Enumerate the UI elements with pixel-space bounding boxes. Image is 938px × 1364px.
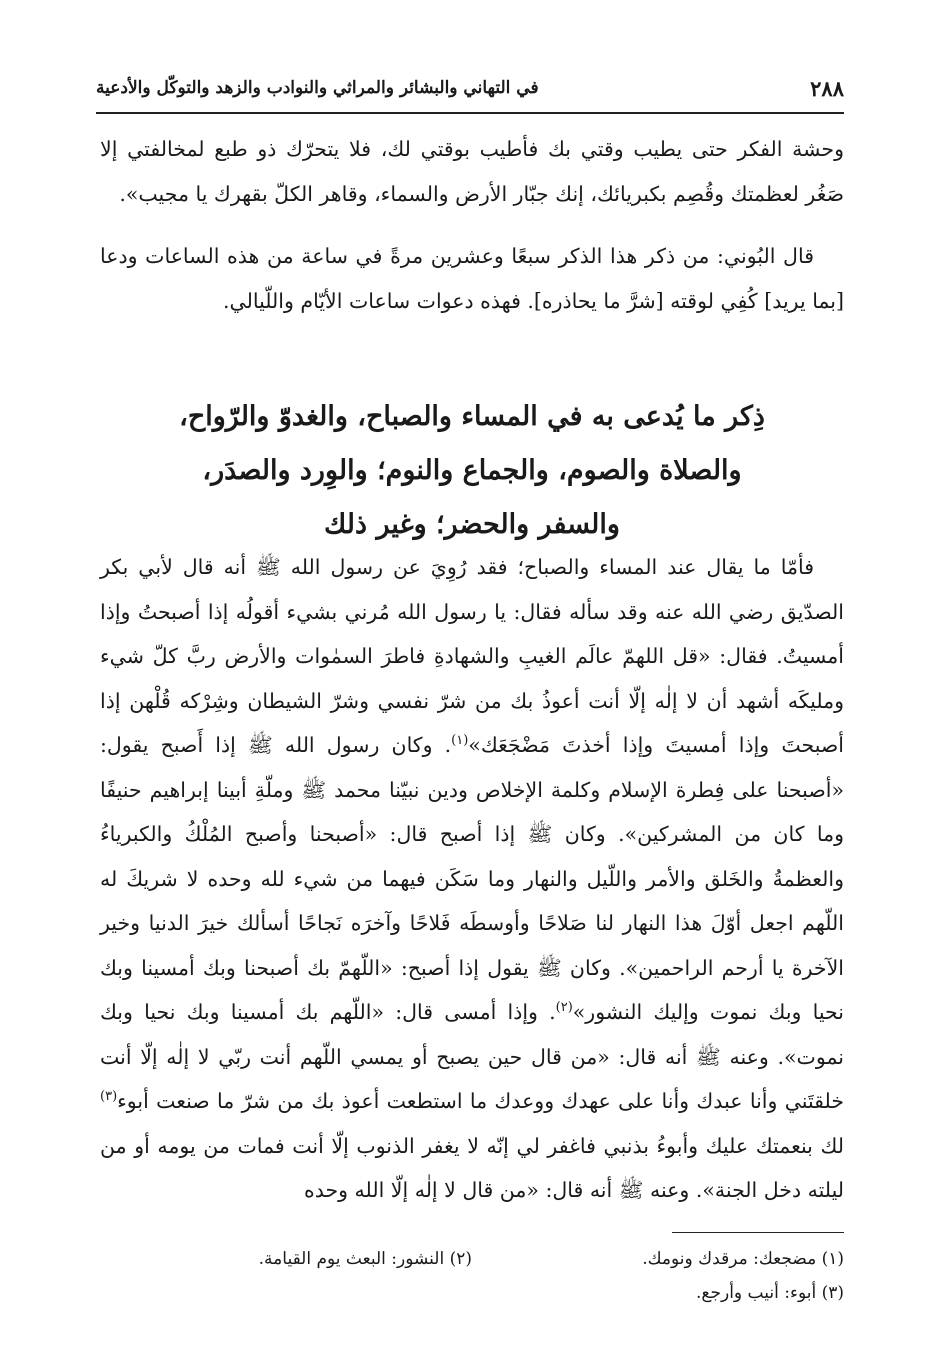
main-text [100, 545, 844, 1213]
footnotes [100, 1242, 844, 1310]
footnote-rule [672, 1232, 844, 1233]
text-segment: فأمّا ما يقال عند المساء والصباح؛ فقد رُوِيَ عن رسول الله ﷺ أنه قال لأبي بكر الصدّيق رضي الله عنه وقد سأله فقال: يا رسول الله مُرني بشيء أقولُه إذا أصبحتُ وإذا أمسيتُ. فقال: «قل اللهمّ عالَم الغيبِ والشهادةِ فاطرَ السمٰوات والأرض ربَّ كلّ شيء ومليكَه أشهد أن لا إلٰه إلّا أنت أعوذُ بك من شرّ نفسي وشرّ الشيطان وشِرْكه قُلْهن إذا أصبحتَ وإذا أمسيتَ وإذا أخذتَ مَضْجَعَك» [100, 555, 844, 757]
intro-paragraph-1: وحشة الفكر حتى يطيب وقتي بك فأطيب بوقتي لك، فلا يتحرّك ذو طبع لمخالفتي إلا صَغُر لعظمتك وقُصِم بكبريائك، إنك جبّار الأرض والسماء، وقاهر الكلّ بقهرك يا مجيب». [100, 137, 844, 206]
footnote-2: (٢) النشور: البعث يوم القيامة. [258, 1249, 472, 1269]
text-segment: . وكان رسول الله ﷺ إذا أَصبح يقول: «أصبحنا على فِطرة الإسلام وكلمة الإخلاص ودين نبيّنا محمد ﷺ وملّةِ أبينا إبراهيم حنيفًا وما كان من المشركين». وكان ﷺ إذا أصبح قال: «أصبحنا وأصبح المُلْكُ والكبرياءُ والعظمةُ والخَلق والأمر واللّيل والنهار وما سَكَن فيهما من شيء لله وحده لا شريكَ له اللّهم اجعل أوّلَ هذا النهار لنا صَلاحًا وأوسطَه فَلاحًا وآخرَه نَجاحًا أسألك خيرَ الدنيا وخير الآخرة يا أرحم الراحمين». وكان ﷺ يقول إذا أصبح: «اللّهمّ بك أصبحنا وبك أمسينا وبك نحيا وبك نموت وإليك النشور» [100, 733, 844, 1024]
footnote-3: (٣) أبوء: أنيب وأرجع. [696, 1283, 844, 1303]
header-rule [96, 112, 844, 114]
footnote-1: (١) مضجعك: مرقدك ونومك. [642, 1249, 844, 1269]
text-segment: لك بنعمتك عليك وأبوءُ بذنبي فاغفر لي إنّه لا يغفر الذنوب إلّا أنت فمات من يومه أو من ليلته دخل الجنة». وعنه ﷺ أنه قال: «من قال لا إلٰه إلّا الله وحده [100, 1133, 844, 1202]
page-number: ٢٨٨ [810, 75, 844, 101]
footnote-ref-1[interactable]: (١) [451, 733, 469, 749]
heading-line: والسفر والحضر؛ وغير ذلك [324, 509, 620, 540]
page-header [96, 68, 844, 108]
main-paragraph [100, 545, 844, 1213]
section-heading [90, 390, 854, 552]
footnote-ref-3[interactable]: (٣) [100, 1089, 118, 1105]
intro-text [100, 127, 844, 323]
heading-line: والصلاة والصوم، والجماع والنوم؛ والوِرد والصدَر، [202, 455, 742, 486]
heading-line: ذِكر ما يُدعى به في المساء والصباح، والغدوّ والرّواح، [179, 401, 765, 432]
footnote-ref-2[interactable]: (٢) [555, 1000, 573, 1016]
running-title: في التهاني والبشائر والمراثي والنوادب والزهد والتوكّل والأدعية [96, 78, 539, 98]
intro-paragraph-2: قال البُوني: من ذكر هذا الذكر سبعًا وعشرين مرةً في ساعة من هذه الساعات ودعا [بما يريد] كُفِي لوقته [شرَّ ما يحاذره]. فهذه دعوات ساعات الأيّام واللّيالي. [100, 244, 844, 313]
text-segment: . وإذا أمسى قال: «اللّهم بك أمسينا وبك نحيا وبك نموت». وعنه ﷺ أنه قال: «من قال حين يصبح أو يمسي اللّهم أنت ربّي لا إلٰه إلّا أنت خلقتَني وأنا عبدك وأنا على عهدك ووعدك ما استطعت أعوذ بك من شرّ ما صنعت أبوء [100, 1000, 844, 1113]
